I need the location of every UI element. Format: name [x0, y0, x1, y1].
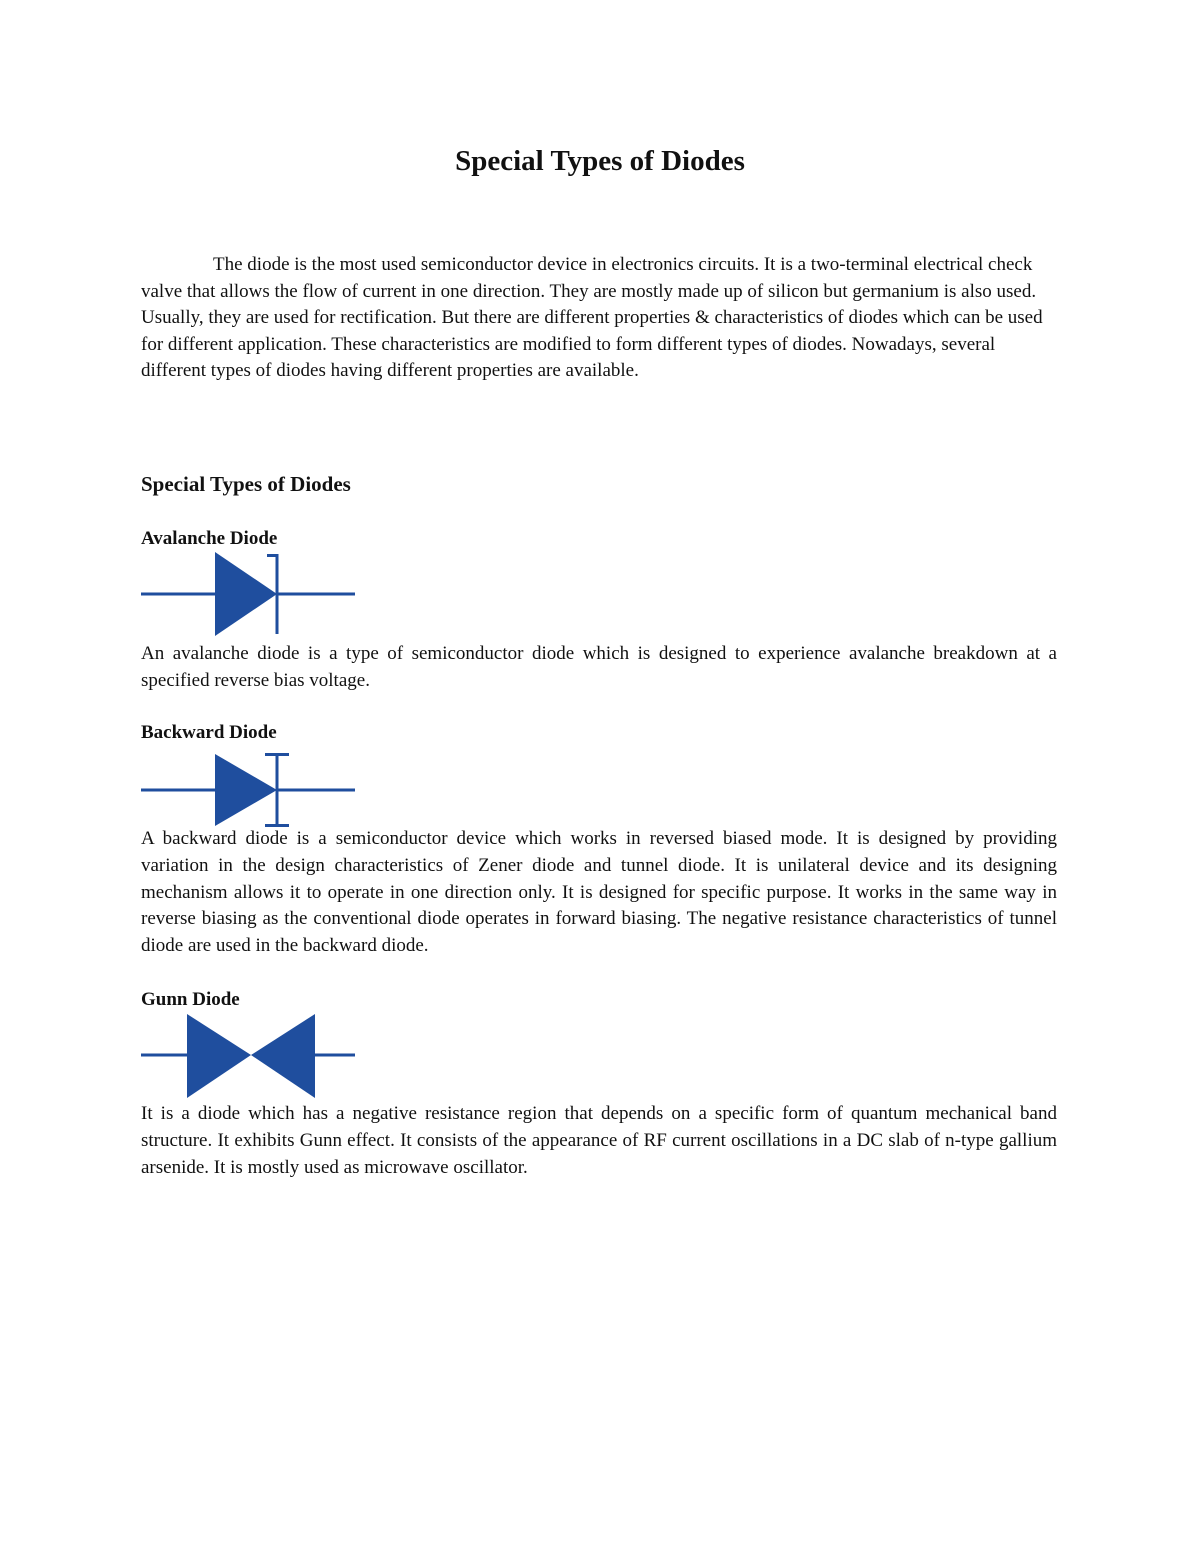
intro-paragraph: The diode is the most used semiconductor device in electronics circuits. It is a two-terminal electrical check valve that allows the flow of current in one direction. They are mostly made up of silicon but germanium is also used. Usually, they are used for rectification. But there are different properties & characteristics of diodes which can be used for different application. These characteristics are modified to form different types of diodes. Nowadays, several different types of diodes having different properties are available. [141, 254, 1043, 382]
backward-diode-symbol-icon [141, 745, 357, 835]
document-title: Special Types of Diodes [455, 145, 745, 177]
anode-triangle [215, 552, 277, 636]
section-heading: Special Types of Diodes [141, 472, 351, 496]
avalanche-diode-heading: Avalanche Diode [141, 528, 278, 549]
gunn-diode-heading: Gunn Diode [141, 989, 240, 1010]
gunn-diode-symbol-icon [141, 1012, 357, 1102]
gunn-diode-description: It is a diode which has a negative resistance region that depends on a specific form of quantum mechanical band structure. It exhibits Gunn effect. It consists of the appearance of RF current oscillations in a DC slab of n-type gallium arsenide. It is mostly used as microwave oscillator. [141, 1103, 1057, 1178]
avalanche-diode-description: An avalanche diode is a type of semiconductor diode which is designed to experience avalanche breakdown at a specified reverse bias voltage. [141, 643, 1057, 691]
right-triangle [251, 1014, 315, 1098]
left-triangle [187, 1014, 251, 1098]
anode-triangle [215, 754, 277, 826]
backward-diode-description: A backward diode is a semiconductor device which works in reversed biased mode. It is designed by providing variation in the design characteristics of Zener diode and tunnel diode. It is unilateral device and its designing mechanism allows it to operate in one direction only. It is designed for specific purpose. It works in the same way in reverse biasing as the conventional diode operates in forward biasing. The negative resistance characteristics of tunnel diode are used in the backward diode. [141, 828, 1057, 957]
avalanche-diode-symbol-icon [141, 550, 357, 640]
backward-diode-heading: Backward Diode [141, 722, 277, 743]
